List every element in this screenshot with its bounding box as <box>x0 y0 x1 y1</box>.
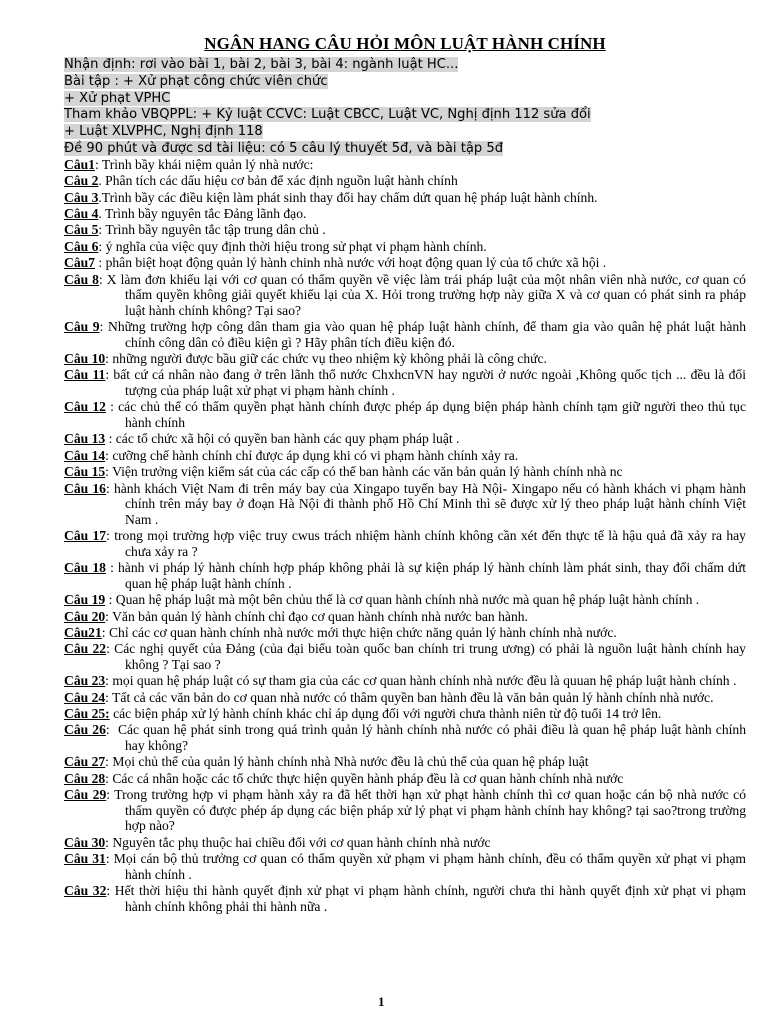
page-number: 1 <box>378 994 385 1009</box>
question-item <box>64 272 746 319</box>
question-separator: : <box>105 834 113 850</box>
question-item <box>64 641 746 672</box>
question-item <box>64 222 746 238</box>
question-text: Các quan hệ phát sinh trong quá trình quản lý hành chính nhà nước có phải điều là quan hệ pháp luật hành chính hay không? <box>117 722 747 754</box>
question-separator: : <box>94 156 102 172</box>
question-item <box>64 528 746 559</box>
question-label: Câu 14 <box>64 447 106 463</box>
question-item <box>64 255 746 271</box>
question-label: Câu21 <box>64 624 102 640</box>
question-item <box>64 239 746 255</box>
question-text: mọi quan hệ pháp luật có sự tham gia của các cơ quan hành chính nhà nước đều là quuan hệ pháp luật hành chính . <box>112 673 737 689</box>
question-label: Câu 3 <box>64 189 99 205</box>
question-label: Câu 5 <box>64 222 99 238</box>
notes-block <box>64 56 746 157</box>
question-item <box>64 399 746 430</box>
note-line <box>64 73 746 90</box>
question-label: Câu 29 <box>64 787 107 803</box>
question-text: Các nghị quyết của Đảng (của đại biểu toàn quốc ban chính tri trung ương) có phải là nguồn luật hành chính hay không ? Tại sao ? <box>114 641 746 672</box>
question-text: bất cứ cá nhân nào đang ở trên lãnh thổ nước ChxhcnVN hay người ở nước ngoài ,Không quốc tịch ... đều là đối tượng của pháp luật xử phạt vi phạm hành chính . <box>113 367 746 399</box>
question-label: Câu7 <box>64 255 95 271</box>
question-text: Những trường hợp công dân tham gia vào quan hệ pháp luật hành chính, để tham gia vào quân hệ phát luật hành chính công dân cỏ điều kiện gì ? Hãy phân tích điều kiện đó. <box>108 319 747 350</box>
question-text: Trình bầy các điều kiện làm phát sinh thay đổi hay chấm dứt quan hệ pháp luật hành chính. <box>101 189 598 205</box>
question-text: X làm đơn khiếu lại với cơ quan có thẩm quyền về việc làm trái pháp luật của một nhân viên nhà nước, cơ quan có thẩm quyền không giải quyết khiếu lại của X. Hỏi trong trường hợp này giữa X và cơ quan có phát sinh ra pháp luật hành chính không? Tại sao? <box>106 271 746 318</box>
question-separator: . <box>98 173 106 189</box>
question-text: các tổ chức xã hội có quyền ban hành các quy phạm pháp luật . <box>115 431 460 447</box>
question-separator: : <box>98 222 106 238</box>
question-item <box>64 673 746 689</box>
question-item <box>64 771 746 787</box>
question-label: Câu 30 <box>64 834 106 850</box>
question-label: Câu 28 <box>64 770 106 786</box>
question-label: Câu 10 <box>64 351 106 367</box>
question-text: Mọi cán bộ thủ trưởng cơ quan có thẩm quyền xử phạm vi phạm hành chính, đều có thẩm quyền xử phạt vi phạm hành chính . <box>113 851 746 882</box>
question-item <box>64 431 746 447</box>
question-text: cưỡng chế hành chính chỉ được áp dụng khi có vi phạm hành chính xảy ra. <box>112 447 519 463</box>
question-item <box>64 190 746 206</box>
question-separator: : <box>105 770 113 786</box>
question-item <box>64 157 746 173</box>
question-text: trong mọi trường hợp việc truy cwus trách nhiệm hành chính không cần xét đến thực tế là hậu quả đã xảy ra hay chưa xảy ra ? <box>114 528 746 559</box>
question-text: Trình bầy nguyên tắc Đảng lãnh đạo. <box>104 205 307 221</box>
question-text: Nguyên tắc phụ thuộc hai chiều đối với cơ quan hành chính nhà nước <box>112 834 491 850</box>
question-text: Phân tích các dấu hiệu cơ bản để xác định nguồn luật hành chính <box>105 173 458 189</box>
question-label: Câu 18 <box>64 560 106 576</box>
question-label: Câu 22 <box>64 641 107 657</box>
question-item <box>64 706 746 722</box>
note-line <box>64 140 746 157</box>
question-item <box>64 690 746 706</box>
question-label: Câu 32 <box>64 883 107 899</box>
question-item <box>64 754 746 770</box>
question-item <box>64 592 746 608</box>
note-text: Bài tập : + Xử phạt công chức viên chức <box>64 73 328 89</box>
note-text: + Xử phạt VPHC <box>64 90 171 106</box>
question-label: Câu 16 <box>64 480 106 496</box>
question-separator: : <box>94 255 106 271</box>
question-label: Câu 11 <box>64 367 106 383</box>
question-separator: : <box>105 367 114 383</box>
question-text: các biện pháp xử lý hành chính khác chỉ áp dụng đối với người chưa thành niên từ độ tuổi 14 trở lên. <box>113 706 662 722</box>
question-label: Câu 23 <box>64 673 106 689</box>
question-item <box>64 609 746 625</box>
question-text: hành vi pháp lý hành chính hợp pháp không phải là sự kiện pháp lý hành chính làm phát sinh, thay đổi chấm dứt quan hệ pháp luật hành chính . <box>118 560 747 591</box>
question-separator: : <box>105 722 118 738</box>
page-title: NGÂN HANG CÂU HỎI MÔN LUẬT HÀNH CHÍNH <box>204 34 606 53</box>
question-item <box>64 851 746 882</box>
question-label: Câu 6 <box>64 238 99 254</box>
question-separator: : <box>105 608 113 624</box>
question-label: Câu 31 <box>64 851 106 867</box>
question-label: Câu 4 <box>64 205 99 221</box>
question-text: phân biệt hoạt động quản lý hành chinh nhà nước với hoạt động quan lý của tổ chức xã hội . <box>105 255 607 271</box>
question-text: Quan hệ pháp luật mà một bên chủu thể là cơ quan hành chính nhà nước mà quan hệ pháp luật hành chính . <box>115 592 700 608</box>
note-text: Đề 90 phút và được sd tài liệu: có 5 câu lý thuyết 5đ, và bài tập 5đ <box>64 140 504 156</box>
question-separator: : <box>105 754 113 770</box>
question-label: Câu 9 <box>64 319 100 335</box>
question-item <box>64 448 746 464</box>
question-separator: : <box>98 271 107 287</box>
question-separator: . <box>98 189 102 205</box>
question-separator: : <box>105 447 113 463</box>
question-text: Mọi chủ thể của quản lý hành chính nhà Nhà nước đều là chủ thể của quan hệ pháp luật <box>112 754 589 770</box>
question-label: Câu 15 <box>64 464 106 480</box>
question-label: Câu 8 <box>64 271 99 287</box>
question-label: Câu 25: <box>64 706 110 722</box>
question-separator: . <box>98 205 105 221</box>
question-separator: : <box>105 592 116 608</box>
question-text: Các cá nhân hoặc các tổ chức thực hiện quyền hành pháp đều là cơ quan hành chính nhà nước <box>112 770 624 786</box>
question-separator: : <box>105 560 118 576</box>
question-separator: : <box>105 431 116 447</box>
note-text: Nhận định: rơi vào bài 1, bài 2, bài 3, bài 4: ngành luật HC... <box>64 57 459 72</box>
note-line <box>64 123 746 140</box>
note-text: Tham khảo VBQPPL: + Kỷ luật CCVC: Luật CBCC, Luật VC, Nghị định 112 sửa đổi <box>64 107 591 123</box>
question-item <box>64 722 746 753</box>
question-text: Chỉ các cơ quan hành chính nhà nước mới thực hiện chức năng quản lý hành chính nhà nước. <box>108 624 617 640</box>
question-item <box>64 464 746 480</box>
question-separator: : <box>98 238 106 254</box>
note-line <box>64 106 746 123</box>
question-item <box>64 319 746 350</box>
question-separator: : <box>106 883 115 899</box>
question-separator: : <box>101 624 109 640</box>
question-label: Câu 17 <box>64 528 107 544</box>
question-label: Câu 12 <box>64 399 106 415</box>
question-text: Trong trường hợp vi phạm hành xảy ra đã hết thời hạn xử phạt hành chính thì cơ quan hoặc cán bộ nhà nước có thẩm quyền có được phép áp dụng các biện pháp xử lý phạt vi phạm hành chính hay không? tại sao?trong trường hợp nào? <box>114 787 746 834</box>
document-page <box>64 34 746 915</box>
question-item <box>64 206 746 222</box>
question-separator: : <box>105 673 113 689</box>
note-text: + Luật XLVPHC, Nghị định 118 <box>64 124 263 140</box>
question-item <box>64 560 746 591</box>
question-separator: : <box>105 689 113 705</box>
question-separator: : <box>106 787 115 803</box>
question-text: các chủ thể có thẩm quyền phạt hành chính được phép áp dụng biện pháp hành chính tạm giữ người theo thủ tục hành chính <box>118 399 746 431</box>
question-separator: : <box>105 851 114 867</box>
question-item <box>64 787 746 834</box>
question-separator: : <box>106 641 115 657</box>
question-item <box>64 625 746 641</box>
question-label: Câu 20 <box>64 608 106 624</box>
question-separator: : <box>106 528 115 544</box>
question-separator: : <box>99 319 109 335</box>
question-separator: : <box>105 351 113 367</box>
question-text: hành khách Việt Nam đi trên máy bay của Xingapo tuyến bay Hà Nội- Xingapo nếu có hành khách vi phạm hành chính trên máy bay ở đoạn Hà Nội đi thành phố Hồ Chí Minh thì sẽ được xử lý theo pháp luật hành chính Việt Nam . <box>113 480 746 527</box>
question-item <box>64 173 746 189</box>
question-item <box>64 351 746 367</box>
question-separator: : <box>105 464 113 480</box>
question-text: Trình bầy nguyên tắc tập trung dân chủ . <box>105 222 326 238</box>
question-label: Câu 24 <box>64 689 106 705</box>
question-label: Câu 2 <box>64 173 99 189</box>
question-label: Câu 13 <box>64 431 106 447</box>
question-item <box>64 481 746 528</box>
question-item <box>64 367 746 398</box>
question-item <box>64 883 746 914</box>
question-separator: : <box>105 480 114 496</box>
question-text: Trình bầy khái niệm quản lý nhà nước: <box>101 156 314 172</box>
question-label: Câu1 <box>64 156 95 172</box>
question-text: Hết thời hiệu thi hành quyết định xử phạt vi phạm hành chính, người chưa thi hành quyết định xử phạt vi phạm hành chính không phải thi hành nữa . <box>114 883 746 914</box>
note-line <box>64 90 746 107</box>
question-text: ý nghĩa của việc quy định thời hiệu trong sử phạt vi phạm hành chính. <box>105 238 487 254</box>
question-text: Văn bản quản lý hành chính chỉ đạo cơ quan hành chính nhà nước ban hành. <box>112 608 528 624</box>
question-text: những người được bầu giữ các chức vụ theo nhiệm kỳ không phải là công chức. <box>112 351 547 367</box>
question-label: Câu 19 <box>64 592 106 608</box>
question-text: Tất cả các văn bản do cơ quan nhà nước có thâm quyền ban hành đều là văn bản quản lý hành chính nhà nước. <box>112 689 714 705</box>
question-list <box>64 157 746 915</box>
note-line <box>64 56 746 73</box>
question-label: Câu 26 <box>64 722 106 738</box>
question-separator: : <box>105 399 119 415</box>
question-text: Viện trưởng viện kiểm sát của các cấp có thể ban hành các văn bản quản lý hành chính nhà nc <box>112 464 623 480</box>
question-item <box>64 835 746 851</box>
question-label: Câu 27 <box>64 754 106 770</box>
